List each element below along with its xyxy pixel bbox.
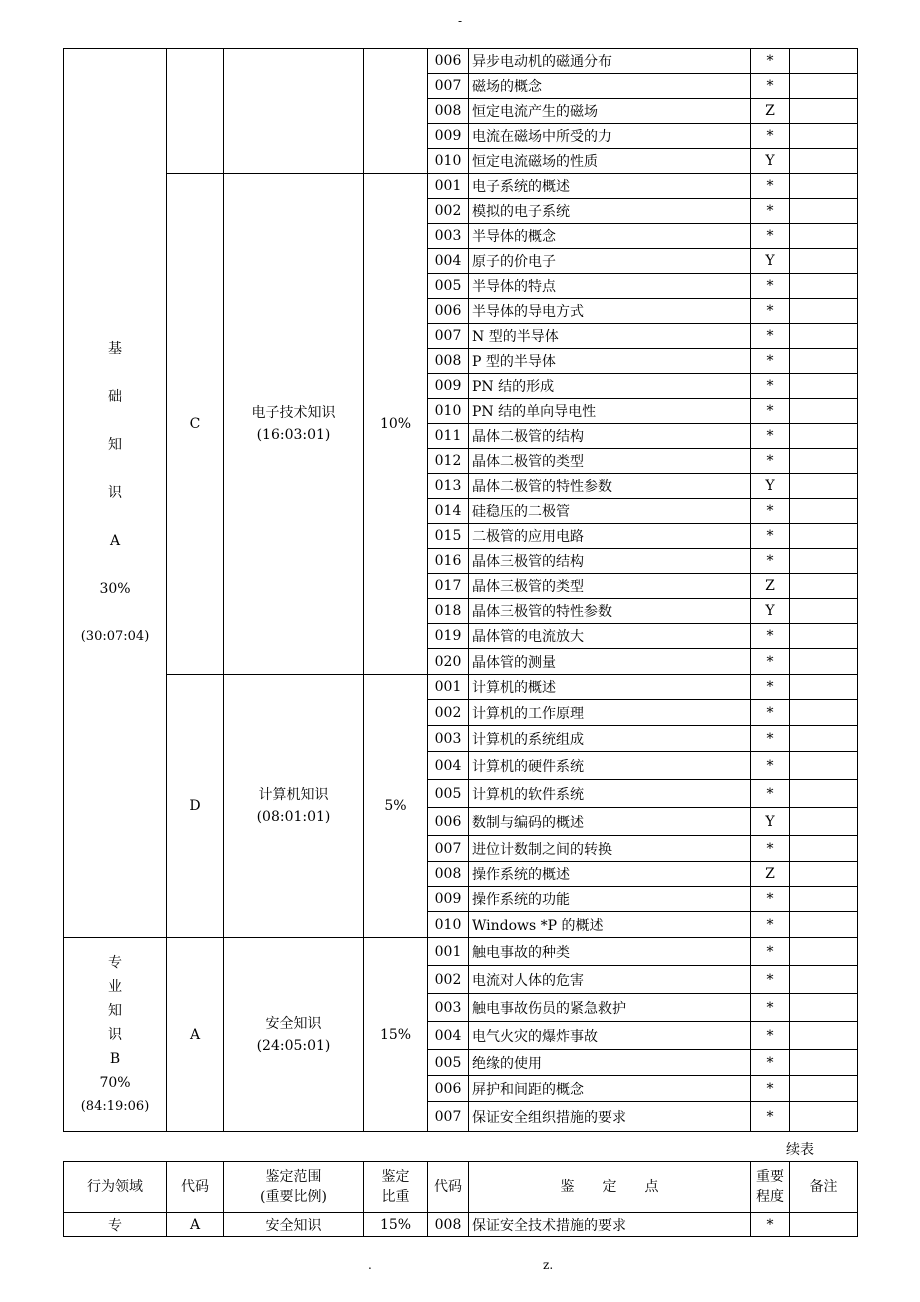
- point-cell: 屏护和间距的概念: [469, 1076, 751, 1102]
- notes-cell: [790, 524, 858, 549]
- notes-cell: [790, 912, 858, 938]
- header-weight: [364, 1162, 428, 1213]
- domain-line: 知: [108, 437, 122, 453]
- notes-cell: [790, 649, 858, 675]
- point-cell: PN 结的形成: [469, 374, 751, 399]
- domain-line: (84:19:06): [80, 1098, 150, 1114]
- level-cell: Y: [751, 808, 790, 836]
- domain-line: 基: [108, 341, 122, 357]
- continued-table: [63, 1161, 858, 1237]
- point-cell: 计算机的系统组成: [469, 726, 751, 752]
- level-cell: *: [751, 124, 790, 149]
- level-cell: *: [751, 912, 790, 938]
- range-name: 计算机知识: [258, 787, 329, 803]
- point-cell: 磁场的概念: [469, 74, 751, 99]
- point-code-cell: 002: [428, 700, 469, 726]
- domain-line: 识: [108, 1026, 122, 1043]
- header-level-line1: 重要: [756, 1169, 784, 1185]
- footer-right-mark: z.: [543, 1258, 554, 1272]
- point-code-cell: 014: [428, 499, 469, 524]
- level-cell: Y: [751, 149, 790, 174]
- point-code-cell: 002: [428, 199, 469, 224]
- point-cell: 绝缘的使用: [469, 1050, 751, 1076]
- point-cell: 二极管的应用电路: [469, 524, 751, 549]
- point-code-cell: 007: [428, 324, 469, 349]
- point-cell: 晶体三极管的结构: [469, 549, 751, 574]
- domain-cell: 专: [64, 1213, 167, 1237]
- point-cell: 数制与编码的概述: [469, 808, 751, 836]
- level-cell: *: [751, 224, 790, 249]
- notes-cell: [790, 726, 858, 752]
- header-point: 鉴 定 点: [469, 1162, 751, 1213]
- point-code-cell: 006: [428, 1076, 469, 1102]
- point-code-cell: 013: [428, 474, 469, 499]
- table-row: [64, 174, 858, 199]
- header-row: [64, 1162, 858, 1213]
- range-name-cell: [224, 174, 364, 675]
- level-cell: *: [751, 399, 790, 424]
- point-cell: 半导体的特点: [469, 274, 751, 299]
- notes-cell: [790, 324, 858, 349]
- header-range-line2: (重要比例): [260, 1189, 327, 1205]
- header-notes: 备注: [790, 1162, 858, 1213]
- notes-cell: [790, 808, 858, 836]
- point-code-cell: 006: [428, 49, 469, 74]
- range-name-cell: [224, 49, 364, 174]
- level-cell: *: [751, 700, 790, 726]
- point-cell: 半导体的概念: [469, 224, 751, 249]
- continued-label: 续表: [786, 1142, 814, 1158]
- notes-cell: [790, 862, 858, 887]
- point-cell: 触电事故的种类: [469, 938, 751, 966]
- point-cell: 保证安全技术措施的要求: [469, 1213, 751, 1237]
- range-code-cell: [167, 49, 224, 174]
- point-code-cell: 010: [428, 149, 469, 174]
- notes-cell: [790, 1050, 858, 1076]
- point-cell: 操作系统的概述: [469, 862, 751, 887]
- point-code-cell: 007: [428, 836, 469, 862]
- point-code-cell: 005: [428, 780, 469, 808]
- point-cell: P 型的半导体: [469, 349, 751, 374]
- domain-line: 业: [108, 978, 122, 995]
- range-code-cell: A: [167, 1213, 224, 1237]
- point-code-cell: 009: [428, 124, 469, 149]
- point-code-cell: 012: [428, 449, 469, 474]
- point-code-cell: 002: [428, 966, 469, 994]
- weight-cell: 15%: [364, 1213, 428, 1237]
- notes-cell: [790, 399, 858, 424]
- point-cell: 电气火灾的爆炸事故: [469, 1022, 751, 1050]
- level-cell: *: [751, 524, 790, 549]
- level-cell: *: [751, 74, 790, 99]
- level-cell: *: [751, 726, 790, 752]
- level-cell: *: [751, 349, 790, 374]
- notes-cell: [790, 1102, 858, 1132]
- domain-line: B: [109, 1050, 121, 1067]
- point-cell: 电流在磁场中所受的力: [469, 124, 751, 149]
- point-cell: 计算机的概述: [469, 675, 751, 700]
- level-cell: *: [751, 994, 790, 1022]
- point-code-cell: 001: [428, 938, 469, 966]
- point-code-cell: 008: [428, 1213, 469, 1237]
- header-range: [224, 1162, 364, 1213]
- notes-cell: [790, 99, 858, 124]
- point-cell: 晶体二极管的类型: [469, 449, 751, 474]
- header-domain: 行为领域: [64, 1162, 167, 1213]
- level-cell: *: [751, 449, 790, 474]
- point-cell: 晶体管的电流放大: [469, 624, 751, 649]
- appraisal-table: [63, 48, 858, 1132]
- point-code-cell: 019: [428, 624, 469, 649]
- domain-cell-a: [64, 49, 167, 938]
- point-cell: 模拟的电子系统: [469, 199, 751, 224]
- notes-cell: [790, 624, 858, 649]
- level-cell: *: [751, 1102, 790, 1132]
- header-code: 代码: [167, 1162, 224, 1213]
- header-range-line1: 鉴定范围: [265, 1169, 322, 1185]
- notes-cell: [790, 374, 858, 399]
- level-cell: *: [751, 549, 790, 574]
- point-code-cell: 001: [428, 174, 469, 199]
- domain-line: 础: [108, 389, 122, 405]
- level-cell: Z: [751, 862, 790, 887]
- notes-cell: [790, 938, 858, 966]
- level-cell: *: [751, 49, 790, 74]
- notes-cell: [790, 780, 858, 808]
- domain-line: (30:07:04): [80, 629, 150, 644]
- domain-cell-b: [64, 938, 167, 1132]
- weight-cell: 15%: [364, 938, 428, 1132]
- notes-cell: [790, 752, 858, 780]
- point-cell: 保证安全组织措施的要求: [469, 1102, 751, 1132]
- point-cell: 恒定电流产生的磁场: [469, 99, 751, 124]
- point-code-cell: 009: [428, 374, 469, 399]
- point-code-cell: 007: [428, 74, 469, 99]
- level-cell: Y: [751, 249, 790, 274]
- notes-cell: [790, 424, 858, 449]
- point-code-cell: 015: [428, 524, 469, 549]
- level-cell: *: [751, 424, 790, 449]
- point-cell: PN 结的单向导电性: [469, 399, 751, 424]
- notes-cell: [790, 449, 858, 474]
- notes-cell: [790, 966, 858, 994]
- header-weight-line1: 鉴定: [381, 1169, 410, 1185]
- point-code-cell: 003: [428, 726, 469, 752]
- notes-cell: [790, 994, 858, 1022]
- notes-cell: [790, 887, 858, 912]
- point-code-cell: 010: [428, 399, 469, 424]
- level-cell: *: [751, 174, 790, 199]
- level-cell: *: [751, 675, 790, 700]
- level-cell: Z: [751, 574, 790, 599]
- point-code-cell: 006: [428, 808, 469, 836]
- notes-cell: [790, 549, 858, 574]
- point-cell: 原子的价电子: [469, 249, 751, 274]
- notes-cell: [790, 299, 858, 324]
- point-code-cell: 004: [428, 249, 469, 274]
- level-cell: *: [751, 199, 790, 224]
- notes-cell: [790, 499, 858, 524]
- level-cell: *: [751, 1022, 790, 1050]
- domain-line: 识: [108, 485, 122, 501]
- weight-cell: 10%: [364, 174, 428, 675]
- notes-cell: [790, 836, 858, 862]
- point-cell: 计算机的工作原理: [469, 700, 751, 726]
- range-code-cell: A: [167, 938, 224, 1132]
- notes-cell: [790, 249, 858, 274]
- notes-cell: [790, 224, 858, 249]
- point-cell: 半导体的导电方式: [469, 299, 751, 324]
- weight-cell: 5%: [364, 675, 428, 938]
- level-cell: Z: [751, 99, 790, 124]
- point-code-cell: 009: [428, 887, 469, 912]
- domain-line: A: [109, 533, 121, 549]
- point-cell: 晶体二极管的结构: [469, 424, 751, 449]
- point-code-cell: 020: [428, 649, 469, 675]
- point-code-cell: 005: [428, 1050, 469, 1076]
- header-level-line2: 程度: [756, 1189, 784, 1205]
- notes-cell: [790, 1022, 858, 1050]
- range-ratio: (08:01:01): [256, 809, 331, 825]
- point-code-cell: 001: [428, 675, 469, 700]
- level-cell: *: [751, 836, 790, 862]
- point-cell: 触电事故伤员的紧急救护: [469, 994, 751, 1022]
- notes-cell: [790, 1213, 858, 1237]
- notes-cell: [790, 349, 858, 374]
- point-cell: N 型的半导体: [469, 324, 751, 349]
- notes-cell: [790, 274, 858, 299]
- point-code-cell: 008: [428, 862, 469, 887]
- point-code-cell: 011: [428, 424, 469, 449]
- point-code-cell: 004: [428, 752, 469, 780]
- point-cell: 异步电动机的磁通分布: [469, 49, 751, 74]
- range-name: 电子技术知识: [251, 405, 336, 421]
- level-cell: *: [751, 649, 790, 675]
- level-cell: *: [751, 780, 790, 808]
- point-code-cell: 004: [428, 1022, 469, 1050]
- page-top-mark: -: [457, 14, 463, 28]
- notes-cell: [790, 174, 858, 199]
- level-cell: *: [751, 374, 790, 399]
- level-cell: *: [751, 938, 790, 966]
- point-cell: 晶体管的测量: [469, 649, 751, 675]
- range-ratio: (24:05:01): [256, 1037, 331, 1054]
- notes-cell: [790, 199, 858, 224]
- point-cell: 计算机的硬件系统: [469, 752, 751, 780]
- level-cell: *: [751, 1050, 790, 1076]
- notes-cell: [790, 574, 858, 599]
- level-cell: Y: [751, 599, 790, 624]
- domain-line: 30%: [99, 581, 131, 597]
- notes-cell: [790, 49, 858, 74]
- notes-cell: [790, 124, 858, 149]
- range-name-cell: 安全知识: [224, 1213, 364, 1237]
- range-ratio: (16:03:01): [256, 427, 331, 443]
- notes-cell: [790, 675, 858, 700]
- footer-left-mark: .: [368, 1258, 372, 1272]
- point-code-cell: 010: [428, 912, 469, 938]
- point-cell: 进位计数制之间的转换: [469, 836, 751, 862]
- point-cell: 晶体二极管的特性参数: [469, 474, 751, 499]
- level-cell: Y: [751, 474, 790, 499]
- point-cell: 电子系统的概述: [469, 174, 751, 199]
- level-cell: *: [751, 274, 790, 299]
- point-cell: 晶体三极管的类型: [469, 574, 751, 599]
- point-code-cell: 008: [428, 99, 469, 124]
- level-cell: *: [751, 299, 790, 324]
- range-name: 安全知识: [265, 1015, 322, 1032]
- notes-cell: [790, 74, 858, 99]
- point-code-cell: 003: [428, 224, 469, 249]
- point-cell: 晶体三极管的特性参数: [469, 599, 751, 624]
- level-cell: *: [751, 624, 790, 649]
- point-cell: 硅稳压的二极管: [469, 499, 751, 524]
- level-cell: *: [751, 752, 790, 780]
- range-code-cell: D: [167, 675, 224, 938]
- domain-line: 知: [108, 1002, 122, 1019]
- notes-cell: [790, 149, 858, 174]
- notes-cell: [790, 474, 858, 499]
- table-row: [64, 1213, 858, 1237]
- level-cell: *: [751, 324, 790, 349]
- point-code-cell: 006: [428, 299, 469, 324]
- header-point-code: 代码: [428, 1162, 469, 1213]
- point-cell: Windows *P 的概述: [469, 912, 751, 938]
- point-code-cell: 017: [428, 574, 469, 599]
- notes-cell: [790, 599, 858, 624]
- domain-line: 70%: [99, 1074, 131, 1091]
- point-code-cell: 008: [428, 349, 469, 374]
- level-cell: *: [751, 966, 790, 994]
- point-code-cell: 018: [428, 599, 469, 624]
- point-code-cell: 007: [428, 1102, 469, 1132]
- point-cell: 操作系统的功能: [469, 887, 751, 912]
- level-cell: *: [751, 1076, 790, 1102]
- range-name-cell: [224, 938, 364, 1132]
- level-cell: *: [751, 1213, 790, 1237]
- level-cell: *: [751, 887, 790, 912]
- point-cell: 电流对人体的危害: [469, 966, 751, 994]
- range-name-cell: [224, 675, 364, 938]
- point-code-cell: 003: [428, 994, 469, 1022]
- point-code-cell: 005: [428, 274, 469, 299]
- table-row: [64, 675, 858, 700]
- table-row: [64, 49, 858, 74]
- weight-cell: [364, 49, 428, 174]
- notes-cell: [790, 1076, 858, 1102]
- header-level: [751, 1162, 790, 1213]
- point-cell: 计算机的软件系统: [469, 780, 751, 808]
- notes-cell: [790, 700, 858, 726]
- level-cell: *: [751, 499, 790, 524]
- point-code-cell: 016: [428, 549, 469, 574]
- header-weight-line2: 比重: [381, 1189, 410, 1205]
- range-code-cell: C: [167, 174, 224, 675]
- point-cell: 恒定电流磁场的性质: [469, 149, 751, 174]
- domain-line: 专: [108, 954, 122, 971]
- table-row: [64, 938, 858, 966]
